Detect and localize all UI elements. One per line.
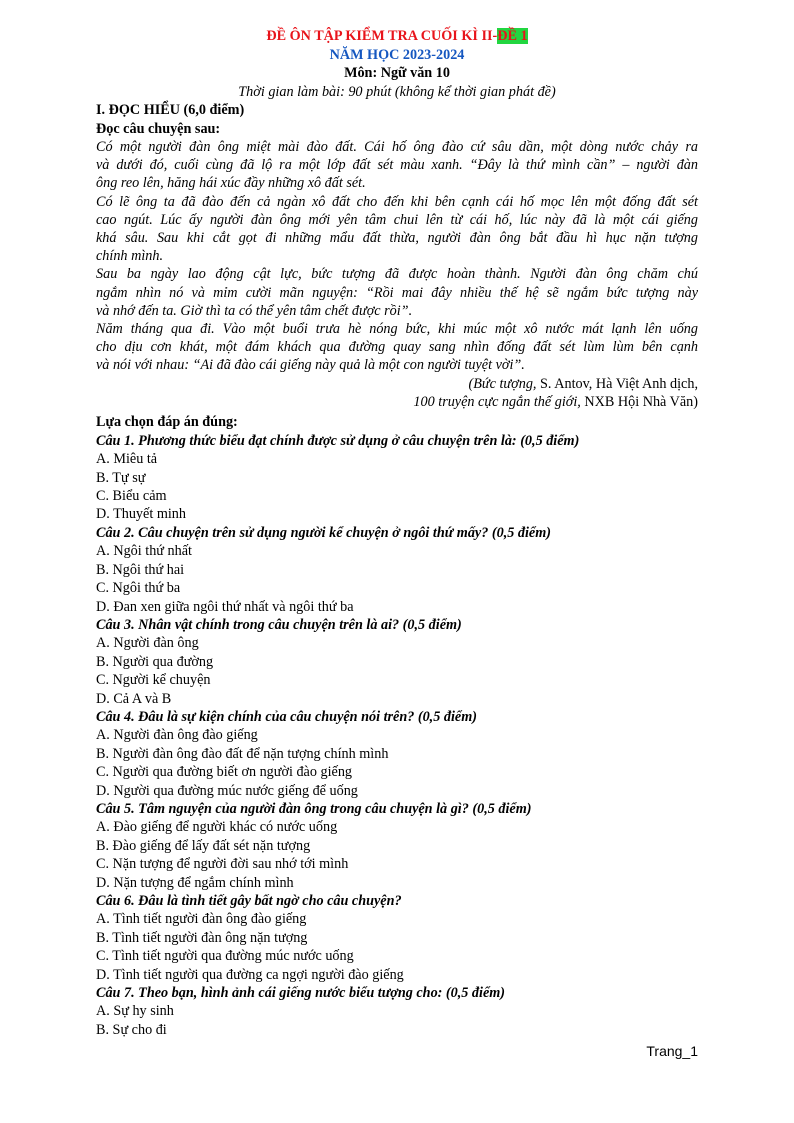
answer-option: C. Biểu cảm [96,488,167,505]
question-text: Câu 2. Câu chuyện trên sử dụng người kể chuyện ở ngôi thứ mấy? (0,5 điểm) [96,524,551,541]
answer-option: A. Ngôi thứ nhất [96,543,192,560]
story-line: Có một người đàn ông miệt mài đào đất. Cái hố ông đào cứ sâu dần, một dòng nước chảy ra [96,139,698,155]
story-line: và nhớ đến ta. Giờ thì ta có thể yên tâm chết được rồi”. [96,302,413,319]
subject: Môn: Ngữ văn 10 [344,65,450,82]
source-citation-line-1: (Bức tượng, S. Antov, Hà Việt Anh dịch, [468,375,698,392]
question-text: Câu 6. Đâu là tình tiết gây bất ngờ cho câu chuyện? [96,893,402,910]
story-line: cao ngút. Lúc ấy người đàn ông mới yên tâm chui lên từ cái hố, lúc này đã là một cái giếng [96,211,698,228]
story-paragraph [96,138,698,193]
story-line: chính mình. [96,248,163,265]
exam-title [96,27,698,46]
answer-option: C. Tình tiết người qua đường múc nước uống [96,948,354,965]
school-year: NĂM HỌC 2023-2024 [329,46,465,63]
answer-option: D. Thuyết minh [96,506,186,523]
answer-option: A. Sự hy sinh [96,1003,174,1020]
answer-option: D. Nặn tượng để ngắm chính mình [96,874,294,891]
answer-option: A. Tình tiết người đàn ông đào giếng [96,911,307,928]
answer-option: A. Đào giếng để người khác có nước uống [96,819,338,836]
answer-option: B. Tự sự [96,469,146,486]
document-page [96,27,698,1039]
question-text: Câu 4. Đâu là sự kiện chính của câu chuyện nói trên? (0,5 điểm) [96,708,477,725]
answer-option: D. Cả A và B [96,690,172,707]
answer-option: C. Ngôi thứ ba [96,580,181,597]
answer-option: B. Người qua đường [96,653,214,670]
page-number: Trang_1 [646,1043,698,1059]
question-block [96,432,698,524]
answer-option: A. Miêu tả [96,451,158,468]
answer-option: D. Đan xen giữa ngôi thứ nhất và ngôi thứ ba [96,598,354,615]
reading-instruction: Đọc câu chuyện sau: [96,120,221,137]
answer-option: B. Sự cho đi [96,1021,167,1038]
question-text: Câu 3. Nhân vật chính trong câu chuyện trên là ai? (0,5 điểm) [96,616,462,633]
story-line: ngắm nhìn nó và mỉm cười mãn nguyện: “Rồi mai đây nhiều thế hệ sẽ ngắm bức tượng này [96,284,698,301]
answer-option: B. Ngôi thứ hai [96,561,185,578]
answer-option: D. Tình tiết người qua đường ca ngợi người đào giếng [96,966,404,983]
question-block [96,524,698,616]
source-citation-line-2: 100 truyện cực ngắn thế giới, NXB Hội Nhà Văn) [413,394,698,411]
question-block [96,616,698,708]
answer-option: C. Người qua đường biết ơn người đào giếng [96,764,353,781]
answer-option: B. Tình tiết người đàn ông nặn tượng [96,929,308,946]
question-text: Câu 1. Phương thức biểu đạt chính được sử dụng ở câu chuyện trên là: (0,5 điểm) [96,432,580,449]
exam-title-text: ĐỀ ÔN TẬP KIỂM TRA CUỐI KÌ II- [266,28,498,44]
question-block [96,892,698,984]
question-block [96,984,698,1039]
story-line: khá sâu. Sau khi cắt gọt đi những mẩu đất thừa, người đàn ông bắt đầu hì hục nặn tượng [96,230,698,247]
question-block [96,708,698,800]
story-line: ông reo lên, hăng hái xúc đầy những xô đất sét. [96,175,366,192]
question-list [96,432,698,1039]
story-paragraph [96,193,698,266]
answer-option: B. Đào giếng để lấy đất sét nặn tượng [96,837,311,854]
story-paragraph [96,320,698,375]
story-line: Có lẽ ông ta đã đào đến cả ngàn xô đất cho đến khi bên cạnh cái hố mọc lên một đống đất sét [96,193,698,210]
question-text: Câu 7. Theo bạn, hình ảnh cái giếng nước biểu tượng cho: (0,5 điểm) [96,985,506,1002]
answer-option: A. Người đàn ông đào giếng [96,727,258,744]
story-line: Sau ba ngày lao động cật lực, bức tượng đã được hoàn thành. Người đàn ông chăm chú [96,266,698,283]
section-heading: I. ĐỌC HIỂU (6,0 điểm) [96,102,245,119]
exam-number-highlight: ĐỀ 1 [497,28,528,44]
story-line: và nói với nhau: “Ai đã đào cái giếng này quả là một con người tuyệt vời”. [96,357,525,374]
answer-option: C. Người kể chuyện [96,672,211,689]
story-paragraph [96,265,698,320]
story-line: cho dịu cơn khát, một đám khách qua đường quay sang nhìn đống đất sét lùm lùm bên cạnh [96,339,698,356]
answer-option: D. Người qua đường múc nước giếng để uống [96,782,358,799]
story-line: Năm tháng qua đi. Vào một buổi trưa hè nóng bức, khi múc một xô nước mát lạnh lên uống [96,321,698,338]
exam-duration: Thời gian làm bài: 90 phút (không kể thời gian phát đề) [238,83,556,100]
story-line: và dưới đó, cuối cùng đã lộ ra một lớp đất sét màu xanh. “Đây là thứ mình cần” – người đàn [96,157,698,174]
story-passage [96,138,698,375]
question-block [96,800,698,892]
answer-option: B. Người đàn ông đào đất để nặn tượng chính mình [96,745,389,762]
choose-answer-label: Lựa chọn đáp án đúng: [96,414,238,431]
question-text: Câu 5. Tâm nguyện của người đàn ông trong câu chuyện là gì? (0,5 điểm) [96,800,532,817]
answer-option: A. Người đàn ông [96,635,199,652]
answer-option: C. Nặn tượng để người đời sau nhớ tới mình [96,856,349,873]
